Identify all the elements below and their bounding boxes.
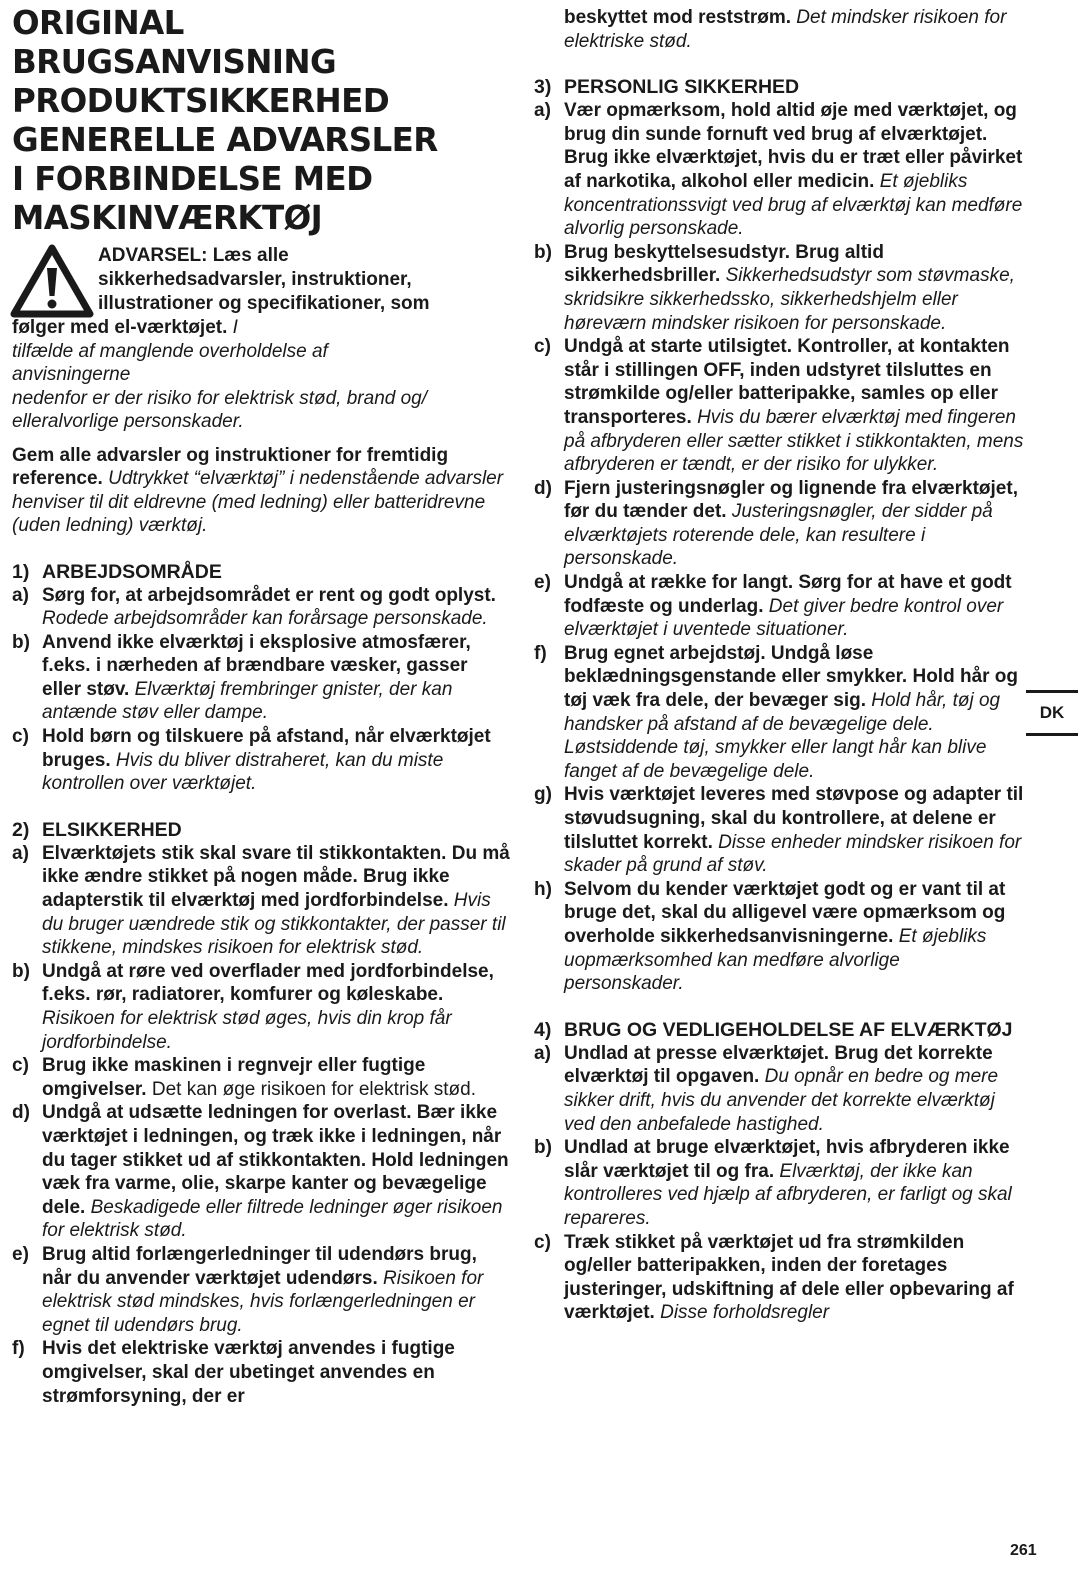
list-item <box>12 842 510 960</box>
item-italic: Det giver bedre kontrol over elværktøjet i uventede situationer. <box>564 595 1004 641</box>
language-tab: DK <box>1026 690 1078 736</box>
item-bold: Brug beskyttelsesudstyr. Brug altid sikkerhedsbriller. <box>564 241 884 287</box>
list-item <box>12 1101 510 1243</box>
list-item <box>534 571 1024 642</box>
warning-italic: nedenfor er der risiko for elektrisk stød, brand og/ <box>12 387 428 409</box>
item-italic: Hold hår, tøj og handsker på afstand af de bevægelige dele. Løstsiddende tøj, smykker eller langt hår kan blive fanget af de bevægelige dele. <box>564 690 1001 782</box>
section-heading <box>12 560 510 584</box>
item-letter: d) <box>534 477 552 499</box>
list-item <box>534 1042 1024 1136</box>
item-bold: Elværktøjets stik skal svare til stikkontakten. Du må ikke ændre stikket på nogen måde. Brug ikke adapterstik til elværktøj med jordforbindelse. <box>42 842 510 912</box>
item-letter: a) <box>534 100 551 122</box>
item-bold: Træk stikket på værktøjet ud fra strømkilden og/eller batteripakken, inden der foretages justeringer, udskiftning af dele eller opbevaring af værktøjet. <box>564 1231 1014 1324</box>
item-italic: Hvis du bliver distraheret, kan du miste kontrollen over værktøjet. <box>42 749 444 795</box>
warning-italic: elleralvorlige personskader. <box>12 411 244 432</box>
item-letter: b) <box>534 241 552 263</box>
left-column <box>12 4 510 1408</box>
item-letter: b) <box>534 1137 552 1159</box>
item-italic: Hvis du bærer elværktøj med fingeren på afbryderen eller sætter stikket i stikkontakten, mens afbryderen er tændt, er der risiko for ulykker. <box>564 406 1024 476</box>
list-item-continuation <box>534 6 1024 53</box>
list-item <box>534 99 1024 241</box>
warning-triangle-icon <box>10 244 94 318</box>
section-number: 2) <box>12 818 30 841</box>
keep-italic: Udtrykket “elværktøj” i nedenstående advarsler henviser til dit eldrevne (med ledning) eller batteridrevne (uden ledning) værktøj. <box>12 468 504 536</box>
item-bold: Hold børn og tilskuere på afstand, når elværktøjet bruges. <box>42 726 491 771</box>
list-item <box>534 783 1024 877</box>
item-bold: Undgå at række for langt. Sørg for at have et godt fodfæste og underlag. <box>564 572 1012 617</box>
item-letter: c) <box>12 726 29 748</box>
title-line: ORIGINAL BRUGSANVISNING <box>12 4 337 81</box>
list-item <box>12 960 510 1054</box>
item-italic: Justeringsnøgler, der sidder på elværktøjets roterende dele, kan resultere i personskade. <box>564 501 993 570</box>
item-italic: Et øjebliks koncentrationssvigt ved brug af elværktøj kan medføre alvorlig personskade. <box>564 170 1023 240</box>
item-bold: Brug ikke maskinen i regnvejr eller fugtige omgivelser. <box>42 1055 426 1100</box>
item-letter: a) <box>534 1042 551 1064</box>
item-italic: Risikoen for elektrisk stød mindskes, hvis forlængerledningen er egnet til udendørs brug. <box>42 1267 484 1336</box>
warning-block <box>12 244 510 434</box>
title-line: PRODUKTSIKKERHED <box>12 82 390 120</box>
list-item <box>534 477 1024 571</box>
section-title: BRUG OG VEDLIGEHOLDELSE AF ELVÆRKTØJ <box>564 1018 1013 1041</box>
right-column <box>534 6 1024 1325</box>
section-title: PERSONLIG SIKKERHED <box>564 76 800 99</box>
item-letter: e) <box>12 1243 29 1265</box>
list-item <box>534 241 1024 335</box>
title-line: I FORBINDELSE MED <box>12 160 373 198</box>
list-item <box>12 1243 510 1337</box>
list-item <box>12 584 510 631</box>
item-italic: Du opnår en bedre og mere sikker drift, hvis du anvender det korrekte elværktøj ved den anbefalede hastighed. <box>564 1066 999 1135</box>
item-italic: Rodede arbejdsområder kan forårsage personskade. <box>42 608 488 630</box>
item-bold: Undgå at udsætte ledningen for overlast. Bær ikke værktøjet i ledningen, og træk ikke i ledningen, når du tager stikket ud af stikkontakten. Hold ledningen væk fra varme, olie, skarpe kanter og bevægelige dele. <box>42 1102 509 1218</box>
item-bold: Anvend ikke elværktøj i eksplosive atmosfærer, f.eks. i nærheden af brændbare væsker, gasser eller støv. <box>42 631 471 700</box>
item-bold: Vær opmærksom, hold altid øje med værktøjet, og brug din sunde fornuft ved brug af elværktøjet. Brug ikke elværktøjet, hvis du er træt eller påvirket af narkotika, alkohol eller medicin. <box>564 100 1023 192</box>
item-bold: Undlad at presse elværktøjet. Brug det korrekte elværktøj til opgaven. <box>564 1042 993 1088</box>
item-bold: Brug altid forlængerledninger til udendørs brug, når du anvender værktøjet udendørs. <box>42 1243 477 1289</box>
item-italic: Elværktøj, der ikke kan kontrolleres ved hjælp af afbryderen, er farligt og skal repareres. <box>564 1160 1012 1229</box>
item-bold: Hvis værktøjet leveres med støvpose og adapter til støvudsugning, skal du kontrollere, at delene er tilsluttet korrekt. <box>564 784 1024 853</box>
list-item <box>534 1231 1024 1325</box>
item-letter: d) <box>12 1102 30 1124</box>
list-item <box>12 1337 510 1408</box>
item-letter: f) <box>12 1338 25 1360</box>
section-heading <box>534 75 1024 99</box>
section-heading <box>534 1018 1024 1042</box>
list-item <box>534 878 1024 996</box>
item-bold: Selvom du kender værktøjet godt og er vant til at bruge det, skal du alligevel være opmærksom og overholde sikkerhedsanvisningerne. <box>564 878 1006 947</box>
item-letter: g) <box>534 784 552 806</box>
item-letter: c) <box>534 1231 551 1253</box>
warning-tail: følger med el-værktøjet. <box>12 317 228 338</box>
item-normal: Det kan øge risikoen for elektrisk stød. <box>151 1078 477 1100</box>
section-number: 1) <box>12 560 30 583</box>
item-italic: Disse enheder mindsker risikoen for skader på grund af støv. <box>564 831 1022 877</box>
list-item <box>534 1136 1024 1230</box>
item-italic: Elværktøj frembringer gnister, der kan antænde støv eller dampe. <box>42 678 453 724</box>
section-number: 3) <box>534 76 552 99</box>
item-letter: a) <box>12 842 29 864</box>
section-number: 4) <box>534 1018 552 1041</box>
item-bold: Undlad at bruge elværktøjet, hvis afbryderen ikke slår værktøjet til og fra. <box>564 1137 1010 1182</box>
item-bold: Brug egnet arbejdstøj. Undgå løse beklædningsgenstande eller smykker. Hold hår og tøj væk fra dele, der bevæger sig. <box>564 642 1019 712</box>
item-letter: c) <box>534 336 551 358</box>
page-number: 261 <box>1010 1542 1037 1559</box>
section-title: ELSIKKERHED <box>42 818 182 841</box>
item-italic: Sikkerhedsudstyr som støvmaske, skridsikre sikkerhedssko, sikkerhedshjelm eller høreværn mindsker risikoen for personskade. <box>564 265 1015 334</box>
item-bold: Fjern justeringsnøgler og lignende fra elværktøjet, før du tænder det. <box>564 477 1018 523</box>
item-bold: Undgå at starte utilsigtet. Kontroller, at kontakten står i stillingen OFF, inden udstyret tilsluttes en strømkilde og/eller batteripakke, samles op eller transporteres. <box>564 336 1010 428</box>
list-item <box>12 1054 510 1101</box>
warning-italic: tilfælde af manglende overholdelse af <box>12 340 328 362</box>
warning-italic: I <box>232 317 238 338</box>
keep-bold: Gem alle advarsler og instruktioner for fremtidig reference. <box>12 444 449 489</box>
item-bold: Sørg for, at arbejdsområdet er rent og godt oplyst. <box>42 584 496 606</box>
list-item <box>12 725 510 796</box>
title-line: GENERELLE ADVARSLER <box>12 121 438 159</box>
item-letter: b) <box>12 960 30 982</box>
warning-line: illustrationer og specifikationer, som <box>98 293 430 314</box>
list-item <box>534 335 1024 477</box>
warning-italic: anvisningerne <box>12 364 131 385</box>
item-letter: b) <box>12 631 30 653</box>
item-bold: Hvis det elektriske værktøj anvendes i fugtige omgivelser, skal der ubetinget anvendes en strømforsyning, der er <box>42 1338 455 1407</box>
warning-line: sikkerhedsadvarsler, instruktioner, <box>98 269 412 290</box>
item-letter: e) <box>534 572 551 594</box>
item-letter: h) <box>534 878 552 900</box>
item-italic: Beskadigede eller filtrede ledninger øger risikoen for elektrisk stød. <box>42 1196 503 1242</box>
warning-line: ADVARSEL: Læs alle <box>98 245 289 266</box>
item-letter: f) <box>534 642 547 664</box>
item-italic: Et øjebliks uopmærksomhed kan medføre alvorlige personskader. <box>564 925 987 995</box>
page-title <box>12 4 510 238</box>
item-letter: a) <box>12 584 29 606</box>
item-bold: beskyttet mod reststrøm. <box>564 7 792 28</box>
list-item <box>12 631 510 725</box>
item-bold: Undgå at røre ved overflader med jordforbindelse, f.eks. rør, radiatorer, komfurer og køleskabe. <box>42 960 494 1006</box>
title-line: MASKINVÆRKTØJ <box>12 199 323 237</box>
item-italic: Risikoen for elektrisk stød øges, hvis din krop får jordforbindelse. <box>42 1008 452 1053</box>
keep-instructions <box>12 444 510 538</box>
item-italic: Det mindsker risikoen for elektriske stød. <box>564 7 1007 52</box>
item-italic: Disse forholdsregler <box>660 1302 830 1324</box>
item-letter: c) <box>12 1055 29 1077</box>
item-italic: Hvis du bruger uændrede stik og stikkontakter, der passer til stikkene, mindskes risikoen for elektrisk stød. <box>42 890 506 959</box>
list-item <box>534 642 1024 784</box>
section-heading <box>12 818 510 842</box>
section-title: ARBEJDSOMRÅDE <box>42 560 222 583</box>
